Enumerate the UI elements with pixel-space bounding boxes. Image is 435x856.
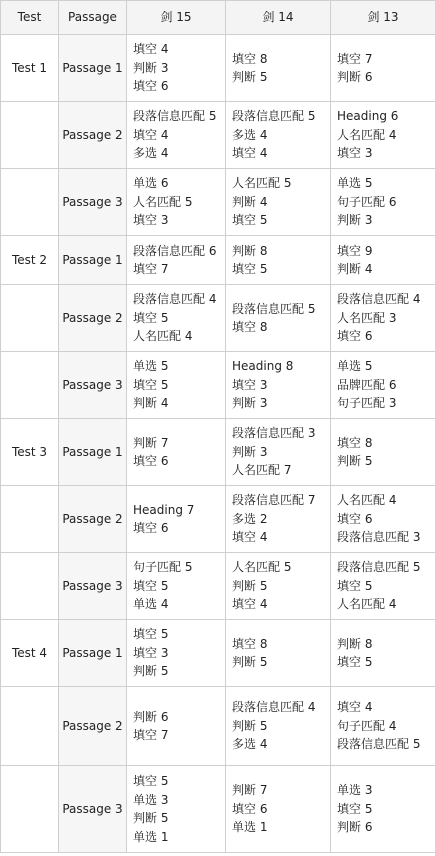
question-type-item: 人名匹配 3	[337, 310, 397, 325]
question-type-item: 判断 5	[133, 664, 169, 679]
test-cell	[1, 352, 59, 419]
test-cell	[1, 102, 59, 169]
passage-cell: Passage 3	[59, 169, 127, 236]
question-type-item: 段落信息匹配 5	[232, 301, 316, 316]
question-type-item: 人名匹配 7	[232, 463, 292, 478]
header-cambridge-14: 剑 14	[226, 1, 331, 35]
question-types-cell-c14	[226, 352, 331, 419]
question-type-item: 多选 4	[232, 737, 268, 752]
question-type-item: 人名匹配 4	[337, 597, 397, 612]
passage-cell: Passage 1	[59, 35, 127, 102]
question-type-item: 填空 7	[133, 262, 169, 276]
question-type-item: 判断 5	[232, 718, 268, 733]
question-type-item: 段落信息匹配 5	[133, 109, 217, 124]
question-type-item: 判断 3	[337, 213, 373, 228]
question-type-item: 判断 4	[232, 194, 268, 209]
question-type-item: 填空 4	[232, 530, 268, 545]
test-cell: Test 2	[1, 236, 59, 285]
question-type-item: Heading 7	[133, 502, 195, 517]
question-types-cell-c15	[127, 35, 226, 102]
question-type-item: 句子匹配 4	[337, 718, 397, 733]
question-type-item: 单选 5	[337, 359, 373, 374]
table-row	[1, 35, 435, 102]
question-type-item: 判断 3	[232, 444, 268, 459]
question-types-cell-c15	[127, 169, 226, 236]
question-type-item: 填空 7	[133, 728, 169, 742]
question-types-cell-c13	[331, 486, 435, 553]
question-type-item: 判断 5	[232, 70, 268, 84]
question-type-item: 段落信息匹配 3	[337, 530, 421, 545]
question-types-cell-c13	[331, 102, 435, 169]
question-types-cell-c13	[331, 352, 435, 419]
passage-cell: Passage 2	[59, 486, 127, 553]
question-types-cell-c15	[127, 766, 226, 853]
question-type-item: 单选 5	[337, 176, 373, 191]
question-type-item: 判断 7	[232, 783, 268, 798]
question-type-item: 单选 3	[337, 783, 373, 798]
test-cell: Test 3	[1, 419, 59, 486]
question-types-cell-c13	[331, 687, 435, 766]
test-cell: Test 1	[1, 35, 59, 102]
question-types-cell-c14	[226, 687, 331, 766]
test-cell	[1, 169, 59, 236]
question-types-cell-c14	[226, 553, 331, 620]
table-row	[1, 102, 435, 169]
question-type-item: 判断 5	[133, 811, 169, 825]
passage-cell: Passage 2	[59, 102, 127, 169]
question-types-cell-c14	[226, 102, 331, 169]
question-types-cell-c14	[226, 169, 331, 236]
question-type-item: 填空 8	[232, 51, 268, 66]
question-type-item: 段落信息匹配 5	[337, 737, 421, 752]
question-type-item: 判断 8	[232, 243, 268, 258]
question-types-cell-c14	[226, 236, 331, 285]
question-types-cell-c13	[331, 766, 435, 853]
question-type-item: 人名匹配 5	[232, 176, 292, 191]
question-type-item: 句子匹配 6	[337, 194, 397, 209]
question-type-item: 句子匹配 3	[337, 396, 397, 411]
question-type-item: 人名匹配 5	[133, 194, 193, 209]
test-cell	[1, 766, 59, 853]
question-type-item: 填空 3	[133, 645, 169, 660]
question-type-item: 判断 5	[337, 454, 373, 468]
question-type-item: 填空 7	[337, 51, 373, 66]
question-type-item: 填空 5	[133, 310, 169, 325]
question-types-cell-c14	[226, 35, 331, 102]
question-type-item: 段落信息匹配 5	[232, 109, 316, 124]
table-row	[1, 236, 435, 285]
table-row	[1, 766, 435, 853]
question-types-cell-c15	[127, 687, 226, 766]
question-type-item: 段落信息匹配 4	[133, 292, 217, 307]
question-type-item: 填空 6	[337, 329, 373, 344]
table-row	[1, 486, 435, 553]
passage-cell: Passage 1	[59, 620, 127, 687]
question-type-item: 填空 5	[133, 377, 169, 392]
question-types-cell-c14	[226, 620, 331, 687]
question-type-item: 填空 8	[337, 435, 373, 450]
question-type-item: 填空 5	[133, 774, 169, 788]
question-types-cell-c13	[331, 419, 435, 486]
table-row	[1, 352, 435, 419]
question-type-item: 填空 6	[232, 801, 268, 816]
question-types-cell-c13	[331, 169, 435, 236]
test-cell	[1, 687, 59, 766]
question-types-cell-c15	[127, 236, 226, 285]
question-type-item: 填空 6	[133, 454, 169, 468]
test-cell	[1, 486, 59, 553]
header-row	[1, 1, 435, 35]
question-type-item: Heading 6	[337, 109, 399, 124]
table-row	[1, 687, 435, 766]
question-type-item: 填空 9	[337, 243, 373, 258]
question-type-item: 品牌匹配 6	[337, 377, 397, 392]
question-type-item: 段落信息匹配 4	[337, 292, 421, 307]
question-type-item: 判断 4	[337, 262, 373, 276]
question-type-item: 单选 1	[133, 829, 169, 844]
question-type-item: 填空 4	[133, 42, 169, 57]
question-type-item: 单选 5	[133, 359, 169, 374]
question-types-cell-c15	[127, 285, 226, 352]
table-row	[1, 285, 435, 352]
question-type-item: 单选 1	[232, 820, 268, 835]
header-test: Test	[1, 1, 59, 35]
question-type-item: 判断 6	[337, 820, 373, 835]
question-types-cell-c15	[127, 486, 226, 553]
question-types-cell-c13	[331, 553, 435, 620]
question-type-item: 填空 6	[337, 511, 373, 526]
question-type-item: 填空 5	[232, 262, 268, 276]
question-type-item: 句子匹配 5	[133, 560, 193, 575]
question-type-item: 段落信息匹配 4	[232, 700, 316, 715]
table-row	[1, 169, 435, 236]
question-types-cell-c14	[226, 486, 331, 553]
question-types-cell-c14	[226, 419, 331, 486]
table-row	[1, 553, 435, 620]
test-cell	[1, 553, 59, 620]
passage-cell: Passage 2	[59, 285, 127, 352]
header-cambridge-15: 剑 15	[127, 1, 226, 35]
question-type-item: 判断 5	[232, 655, 268, 669]
question-type-item: 填空 6	[133, 521, 169, 535]
question-type-item: 判断 6	[337, 70, 373, 84]
passage-cell: Passage 3	[59, 553, 127, 620]
question-type-item: 填空 8	[232, 320, 268, 334]
question-type-item: 填空 3	[232, 377, 268, 392]
question-type-item: 判断 6	[133, 709, 169, 724]
question-types-cell-c13	[331, 620, 435, 687]
question-type-item: 填空 3	[133, 213, 169, 228]
question-type-item: 填空 5	[337, 801, 373, 816]
question-types-cell-c13	[331, 285, 435, 352]
question-type-item: 填空 4	[337, 700, 373, 715]
passage-cell: Passage 1	[59, 419, 127, 486]
question-type-item: 单选 6	[133, 176, 169, 191]
question-type-item: 判断 5	[232, 578, 268, 593]
header-cambridge-13: 剑 13	[331, 1, 435, 35]
question-type-item: 段落信息匹配 5	[337, 560, 421, 575]
test-cell: Test 4	[1, 620, 59, 687]
test-cell	[1, 285, 59, 352]
question-type-item: 填空 4	[133, 127, 169, 142]
header-passage: Passage	[59, 1, 127, 35]
passage-cell: Passage 2	[59, 687, 127, 766]
question-types-cell-c15	[127, 620, 226, 687]
question-type-item: 段落信息匹配 6	[133, 243, 217, 258]
question-type-item: 填空 5	[337, 655, 373, 669]
question-type-item: 人名匹配 5	[232, 560, 292, 575]
question-type-item: 单选 4	[133, 597, 169, 612]
question-type-item: 填空 5	[337, 578, 373, 593]
question-type-item: 单选 3	[133, 792, 169, 807]
question-type-item: 判断 3	[232, 396, 268, 411]
question-type-item: 段落信息匹配 3	[232, 426, 316, 441]
question-type-item: 多选 4	[232, 127, 268, 142]
question-types-cell-c14	[226, 285, 331, 352]
question-type-item: 填空 6	[133, 79, 169, 94]
question-type-item: 填空 4	[232, 146, 268, 161]
question-types-cell-c15	[127, 352, 226, 419]
question-types-cell-c15	[127, 102, 226, 169]
question-type-item: 判断 8	[337, 636, 373, 651]
question-type-item: 判断 7	[133, 435, 169, 450]
question-types-cell-c15	[127, 553, 226, 620]
question-type-item: 填空 3	[337, 146, 373, 161]
passage-cell: Passage 3	[59, 352, 127, 419]
question-type-item: 填空 4	[232, 597, 268, 612]
question-type-item: Heading 8	[232, 359, 294, 374]
question-types-cell-c13	[331, 35, 435, 102]
question-type-item: 判断 3	[133, 60, 169, 75]
question-types-cell-c15	[127, 419, 226, 486]
question-type-item: 填空 5	[133, 627, 169, 642]
question-type-item: 填空 5	[232, 213, 268, 228]
passage-cell: Passage 3	[59, 766, 127, 853]
passage-cell: Passage 1	[59, 236, 127, 285]
question-type-item: 判断 4	[133, 396, 169, 411]
question-type-item: 填空 5	[133, 578, 169, 593]
question-type-item: 段落信息匹配 7	[232, 493, 316, 508]
question-types-cell-c13	[331, 236, 435, 285]
question-types-cell-c14	[226, 766, 331, 853]
question-type-item: 多选 4	[133, 146, 169, 161]
table-row	[1, 419, 435, 486]
question-type-item: 人名匹配 4	[337, 127, 397, 142]
question-type-item: 人名匹配 4	[337, 493, 397, 508]
question-type-item: 人名匹配 4	[133, 329, 193, 344]
question-type-item: 多选 2	[232, 511, 268, 526]
question-type-item: 填空 8	[232, 636, 268, 651]
table-row	[1, 620, 435, 687]
